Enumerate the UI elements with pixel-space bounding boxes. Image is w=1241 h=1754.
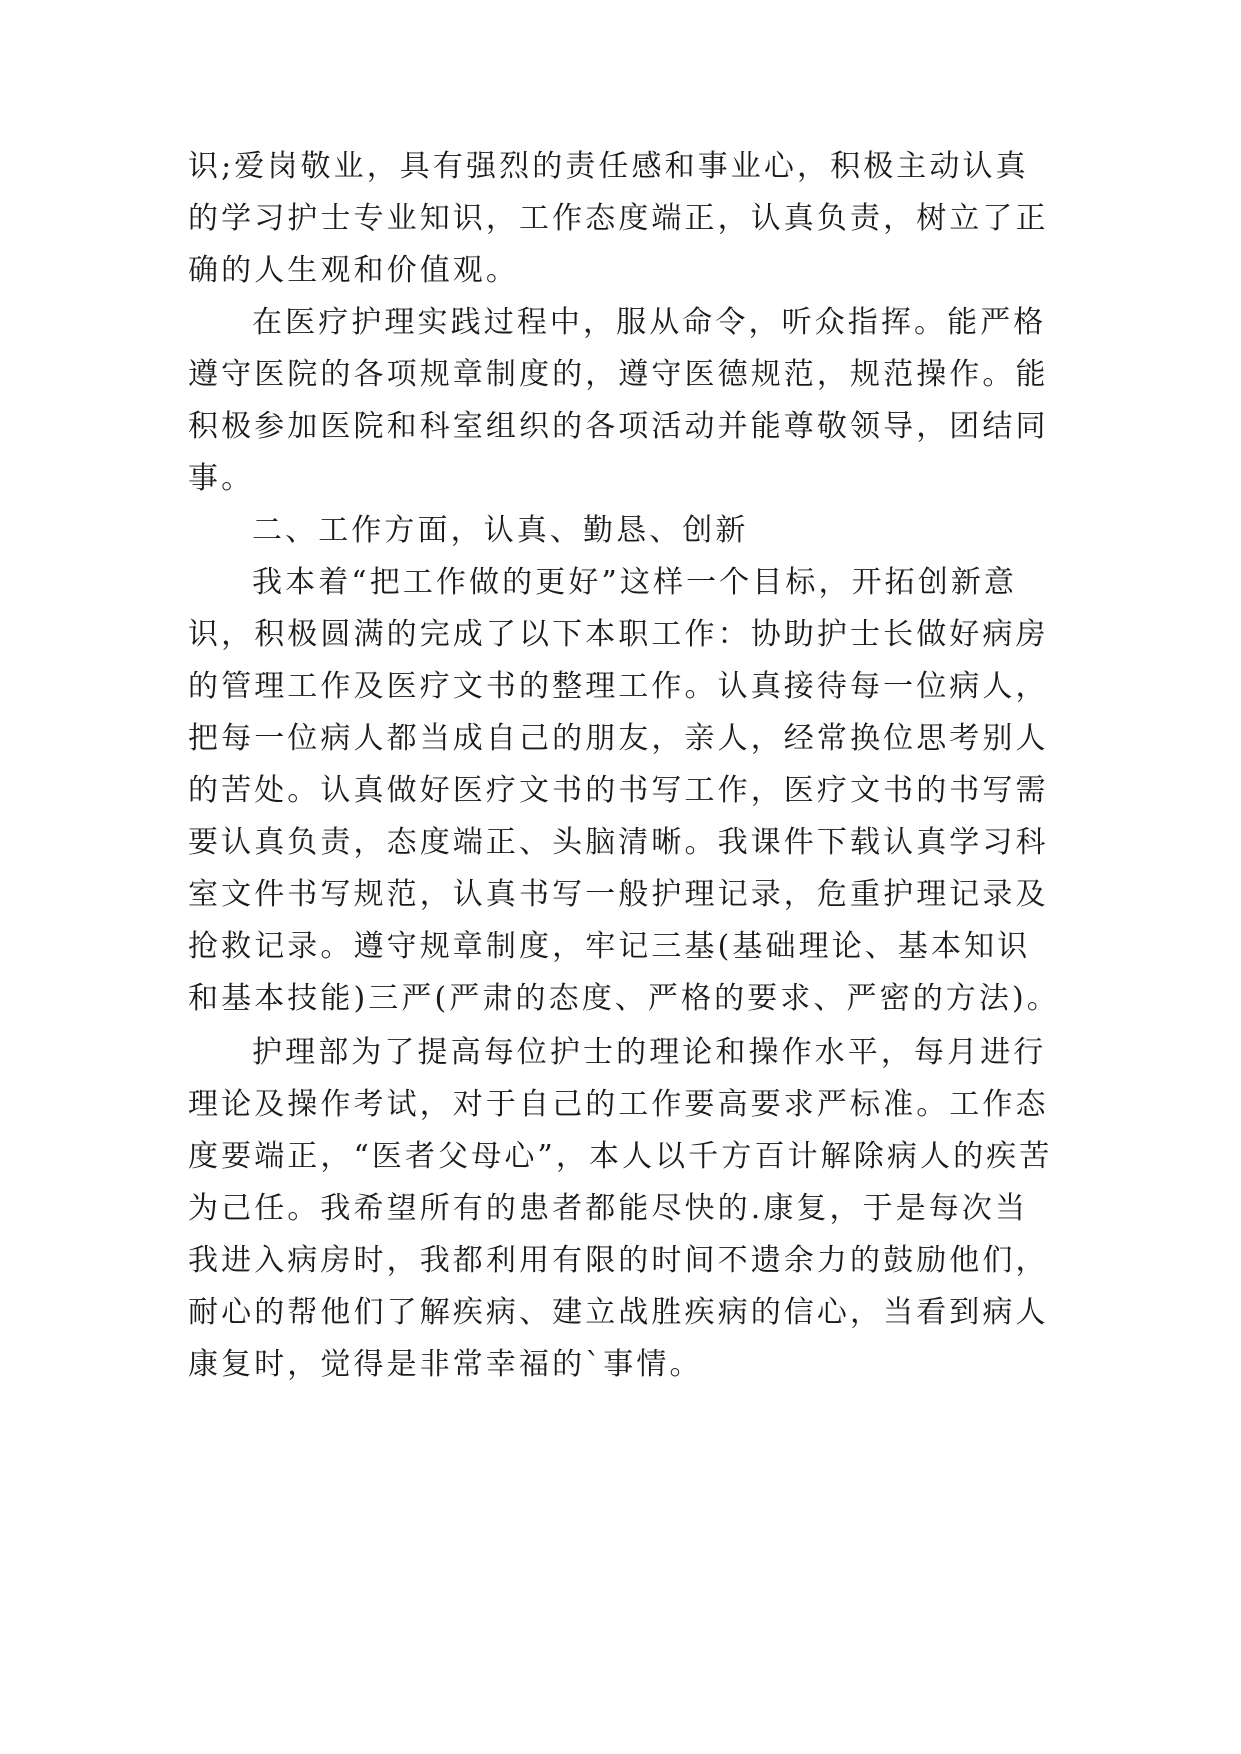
text-line: 的管理工作及医疗文书的整理工作。认真接待每一位病人， (188, 669, 1049, 704)
text-line: 遵守医院的各项规章制度的，遵守医德规范，规范操作。能 (188, 357, 1049, 392)
text-line: 为己任。我希望所有的患者都能尽快的.康复，于是每次当 (188, 1191, 1029, 1226)
text-line: 抢救记录。遵守规章制度，牢记三基(基础理论、基本知识 (188, 929, 1031, 964)
text-line: 积极参加医院和科室组织的各项活动并能尊敬领导，团结同 (188, 409, 1049, 444)
text-line: 度要端正，“医者父母心”，本人以千方百计解除病人的疾苦 (188, 1139, 1053, 1174)
text-line: 识;爱岗敬业，具有强烈的责任感和事业心，积极主动认真 (188, 149, 1029, 184)
text-line: 的苦处。认真做好医疗文书的书写工作，医疗文书的书写需 (188, 773, 1049, 808)
text-line: 的学习护士专业知识，工作态度端正，认真负责，树立了正 (188, 201, 1049, 236)
text-line: 把每一位病人都当成自己的朋友，亲人，经常换位思考别人 (188, 721, 1049, 756)
text-line: 室文件书写规范，认真书写一般护理记录，危重护理记录及 (188, 877, 1049, 912)
text-line: 耐心的帮他们了解疾病、建立战胜疾病的信心，当看到病人 (188, 1295, 1049, 1330)
text-line: 康复时，觉得是非常幸福的`事情。 (188, 1347, 703, 1382)
text-line: 和基本技能)三严(严肃的态度、严格的要求、严密的方法)。 (188, 981, 1060, 1016)
section-heading: 二、工作方面，认真、勤恳、创新 (252, 513, 749, 548)
text-line: 我本着“把工作做的更好”这样一个目标，开拓创新意 (252, 565, 1018, 600)
text-line: 我进入病房时，我都利用有限的时间不遗余力的鼓励他们， (188, 1243, 1049, 1278)
text-line: 在医疗护理实践过程中，服从命令，听众指挥。能严格 (252, 305, 1047, 340)
text-line: 识，积极圆满的完成了以下本职工作：协助护士长做好病房 (188, 617, 1049, 652)
text-line: 确的人生观和价值观。 (188, 253, 519, 288)
text-line: 理论及操作考试，对于自己的工作要高要求严标准。工作态 (188, 1087, 1049, 1122)
text-line: 事。 (188, 461, 255, 496)
text-line: 要认真负责，态度端正、头脑清晰。我课件下载认真学习科 (188, 825, 1049, 860)
text-line: 护理部为了提高每位护士的理论和操作水平，每月进行 (252, 1035, 1047, 1070)
